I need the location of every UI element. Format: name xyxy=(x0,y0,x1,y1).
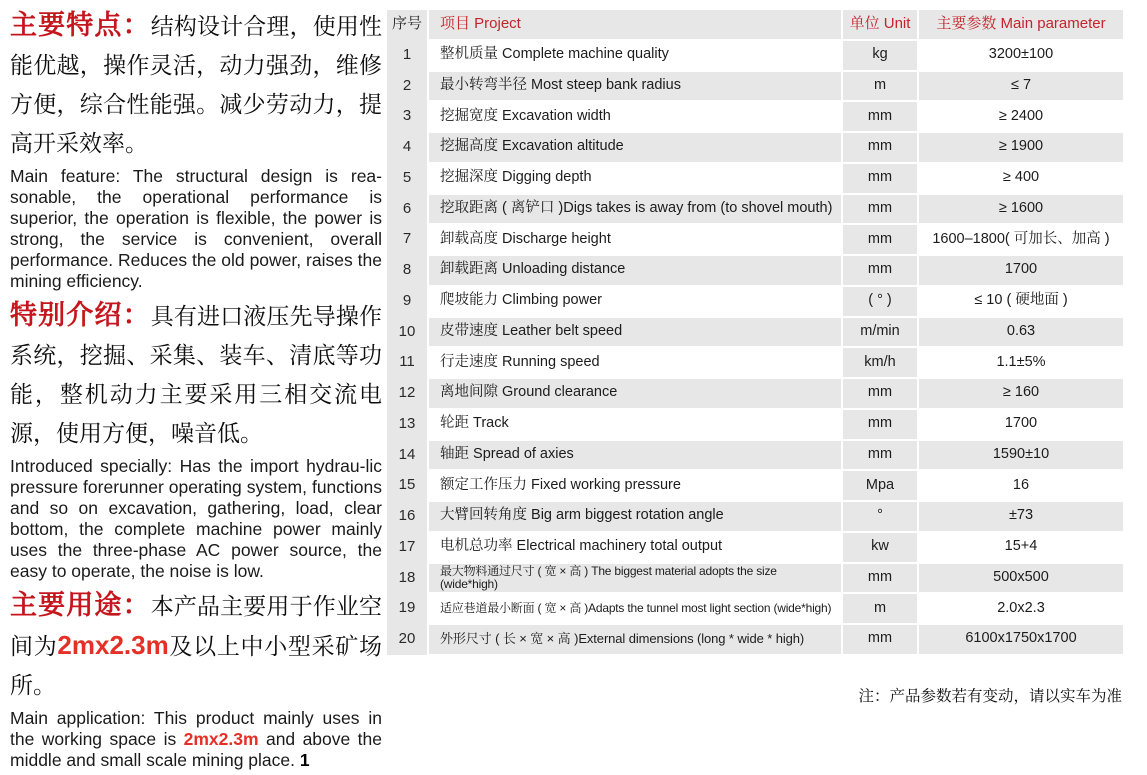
project-cell: 爬坡能力 Climbing power xyxy=(429,287,841,316)
main-feature-cn-paragraph xyxy=(10,6,382,163)
project-cell: 挖掘深度 Digging depth xyxy=(429,164,841,193)
unit-cell: mm xyxy=(843,441,917,470)
main-application-cn-paragraph xyxy=(10,586,382,705)
row-number-cell: 1 xyxy=(402,45,412,63)
row-number-cell: 3 xyxy=(402,107,412,125)
main-application-heading: 主要用途： xyxy=(10,590,151,620)
row-number-cell: 14 xyxy=(398,445,416,463)
param-cell: ≥ 1900 xyxy=(919,133,1123,162)
spec-table xyxy=(387,10,1123,654)
unit-cell: m xyxy=(843,72,917,101)
unit-cell: Mpa xyxy=(843,471,917,500)
param-cell: 1590±10 xyxy=(919,441,1123,470)
project-cell: 最小转弯半径 Most steep bank radius xyxy=(429,72,841,101)
row-number-cell: 18 xyxy=(398,568,416,586)
row-number-cell: 19 xyxy=(398,599,416,617)
param-cell: ≥ 160 xyxy=(919,379,1123,408)
main-feature-heading: 主要特点： xyxy=(10,10,151,40)
main-application-en-before: Main application: This product mainly uses in the working space is xyxy=(10,708,382,749)
row-number-cell: 6 xyxy=(402,199,412,217)
param-cell: 16 xyxy=(919,471,1123,500)
row-number-cell: 20 xyxy=(398,630,416,648)
special-intro-cn-paragraph xyxy=(10,296,382,453)
unit-cell: m/min xyxy=(843,318,917,347)
footer-note: 注：产品参数若有变动，请以实车为准 xyxy=(858,688,1122,705)
unit-cell: km/h xyxy=(843,348,917,377)
unit-cell: mm xyxy=(843,625,917,654)
param-cell: ≥ 400 xyxy=(919,164,1123,193)
project-cell: 整机质量 Complete machine quality xyxy=(429,41,841,70)
param-cell: 6100x1750x1700 xyxy=(919,625,1123,654)
unit-cell: mm xyxy=(843,133,917,162)
main-application-cn-before: 本产品主要用于作业空间为 xyxy=(10,593,383,659)
unit-cell: ( ° ) xyxy=(843,287,917,316)
row-number-cell: 10 xyxy=(398,322,416,340)
unit-cell: mm xyxy=(843,102,917,131)
unit-cell: ° xyxy=(843,502,917,531)
row-number-cell: 16 xyxy=(398,507,416,525)
main-feature-cn-text: 结构设计合理，使用性能优越，操作灵活，动力强劲，维修方便，综合性能强。减少劳动力，提高开采效率。 xyxy=(10,13,383,156)
row-number-cell: 12 xyxy=(398,384,416,402)
param-cell: ±73 xyxy=(919,502,1123,531)
param-cell: 2.0x2.3 xyxy=(919,594,1123,623)
project-cell: 适应巷道最小断面 ( 宽 × 高 )Adapts the tunnel most light section (wide*high) xyxy=(429,594,841,623)
special-intro-en-paragraph: Introduced specially: Has the import hydrau-lic pressure forerunner operating system, functions and so on excavation, gathering, load, clear bottom, the complete machine power mainly uses the three-phase AC power source, the easy to operate, the noise is low. xyxy=(10,456,382,581)
project-cell: 轴距 Spread of axies xyxy=(429,441,841,470)
unit-cell: mm xyxy=(843,564,917,593)
unit-cell: m xyxy=(843,594,917,623)
project-cell: 大臂回转角度 Big arm biggest rotation angle xyxy=(429,502,841,531)
unit-cell: mm xyxy=(843,164,917,193)
working-space-size-cn: 2mx2.3m xyxy=(57,630,169,660)
project-cell: 挖掘宽度 Excavation width xyxy=(429,102,841,131)
project-cell: 挖掘高度 Excavation altitude xyxy=(429,133,841,162)
unit-cell: kw xyxy=(843,533,917,562)
project-cell: 电机总功率 Electrical machinery total output xyxy=(429,533,841,562)
project-cell: 外形尺寸 ( 长 × 宽 × 高 )External dimensions (long * wide * high) xyxy=(429,625,841,654)
project-cell: 行走速度 Running speed xyxy=(429,348,841,377)
unit-cell: mm xyxy=(843,195,917,224)
row-number-cell: 8 xyxy=(402,261,412,279)
header-project: 项目 Project xyxy=(429,10,841,39)
project-cell: 轮距 Track xyxy=(429,410,841,439)
row-number-cell: 11 xyxy=(399,353,415,371)
row-number-cell: 17 xyxy=(398,537,416,555)
param-cell: 1700 xyxy=(919,410,1123,439)
unit-cell: mm xyxy=(843,379,917,408)
page-number: 1 xyxy=(299,750,310,770)
header-unit: 单位 Unit xyxy=(843,10,917,39)
param-cell: ≤ 7 xyxy=(919,72,1123,101)
row-number-cell: 7 xyxy=(402,230,412,248)
project-cell: 最大物料通过尺寸 ( 宽 × 高 ) The biggest material adopts the size (wide*high) xyxy=(429,564,841,593)
row-number-cell: 15 xyxy=(398,476,416,494)
unit-cell: mm xyxy=(843,256,917,285)
param-cell: ≥ 2400 xyxy=(919,102,1123,131)
param-cell: 500x500 xyxy=(919,564,1123,593)
row-number-cell: 9 xyxy=(402,291,412,309)
param-cell: 1700 xyxy=(919,256,1123,285)
row-number-cell: 4 xyxy=(402,138,412,156)
project-cell: 额定工作压力 Fixed working pressure xyxy=(429,471,841,500)
working-space-size-en: 2mx2.3m xyxy=(183,729,259,749)
project-cell: 挖取距离 ( 离铲口 )Digs takes is away from (to shovel mouth) xyxy=(429,195,841,224)
project-cell: 卸载距离 Unloading distance xyxy=(429,256,841,285)
special-intro-cn-text: 具有进口液压先导操作系统，挖掘、采集、装车、清底等功能，整机动力主要采用三相交流电源，使用方便，噪音低。 xyxy=(10,303,383,446)
special-intro-heading: 特别介绍： xyxy=(10,300,151,330)
header-row-number: 序号 xyxy=(391,15,422,33)
main-application-en-after: and above the middle and small scale mining place. xyxy=(10,729,382,770)
unit-cell: kg xyxy=(843,41,917,70)
param-cell: 1.1±5% xyxy=(919,348,1123,377)
row-number-cell: 2 xyxy=(402,76,412,94)
param-cell: 15+4 xyxy=(919,533,1123,562)
row-number-cell: 13 xyxy=(398,414,416,432)
project-cell: 皮带速度 Leather belt speed xyxy=(429,318,841,347)
param-cell: ≤ 10 ( 硬地面 ) xyxy=(919,287,1123,316)
header-main-parameter: 主要参数 Main parameter xyxy=(919,10,1123,39)
unit-cell: mm xyxy=(843,410,917,439)
main-application-cn-after: 及以上中小型采矿场所。 xyxy=(10,633,383,698)
main-feature-en-paragraph: Main feature: The structural design is rea-sonable, the operational performance is superior, the operation is flexible, the power is strong, the service is convenient, overall performance. Reduces the old power, raises the mining efficiency. xyxy=(10,166,382,291)
unit-cell: mm xyxy=(843,225,917,254)
project-cell: 离地间隙 Ground clearance xyxy=(429,379,841,408)
param-cell: 3200±100 xyxy=(919,41,1123,70)
project-cell: 卸载高度 Discharge height xyxy=(429,225,841,254)
param-cell: 1600–1800( 可加长、加高 ) xyxy=(919,225,1123,254)
main-application-en-paragraph xyxy=(10,708,382,771)
param-cell: 0.63 xyxy=(919,318,1123,347)
row-number-cell: 5 xyxy=(402,168,412,186)
param-cell: ≥ 1600 xyxy=(919,195,1123,224)
left-panel xyxy=(10,6,382,775)
